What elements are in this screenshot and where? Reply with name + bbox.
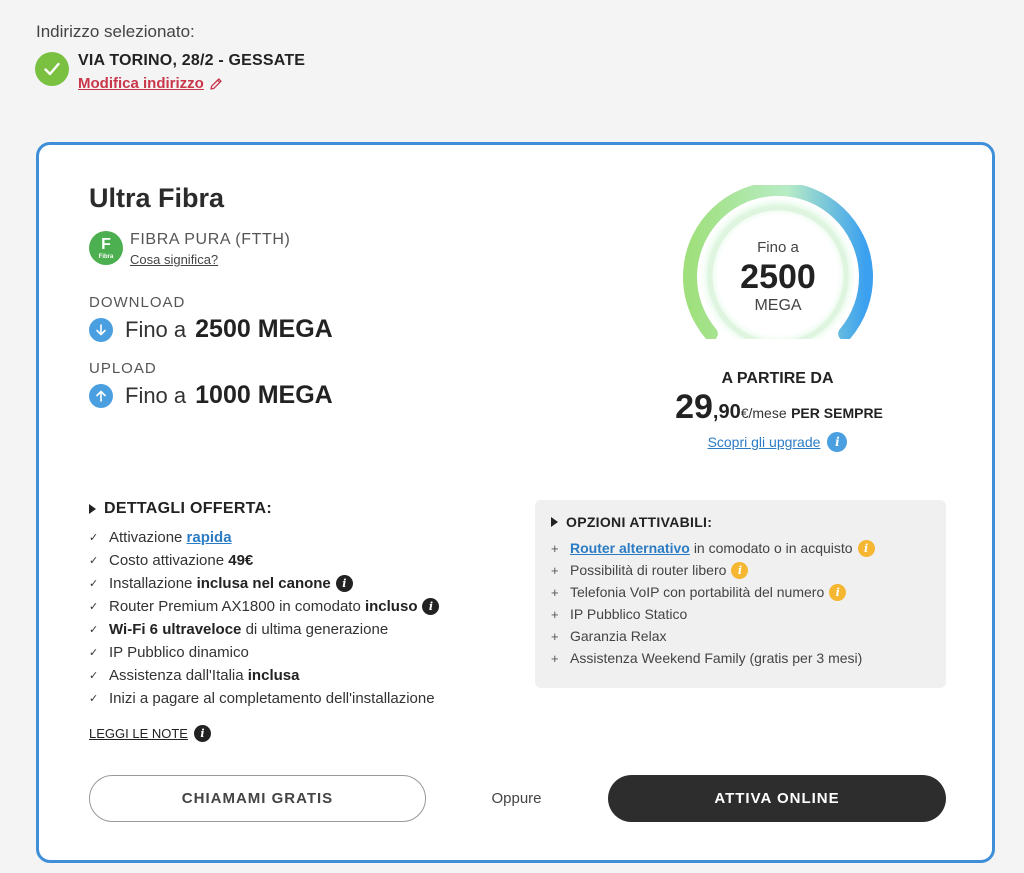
check-icon: ✓ xyxy=(89,670,99,682)
technology-name: FIBRA PURA (FTTH) xyxy=(130,231,291,248)
technology-info-link[interactable]: Cosa significa? xyxy=(130,252,219,267)
upgrade-row xyxy=(639,432,916,452)
arrow-up-icon xyxy=(89,384,113,408)
list-item: + Assistenza Weekend Family (gratis per 3 mesi) xyxy=(551,650,863,666)
download-value: 2500 MEGA xyxy=(195,315,333,343)
arrow-down-icon xyxy=(89,318,113,342)
list-item: + Router alternativo in comodato o in acquisto i xyxy=(551,537,930,559)
fibra-badge-letter: F xyxy=(101,235,111,253)
or-label: Oppure xyxy=(491,790,542,807)
list-item: ✓ Inizi a pagare al completamento dell'installazione xyxy=(89,690,435,707)
edit-address-link[interactable] xyxy=(78,75,223,92)
price-unit: €/mese xyxy=(740,405,787,421)
price-integer: 29 xyxy=(675,388,713,426)
list-item: ✓ Attivazione rapida xyxy=(89,529,232,546)
upload-speed xyxy=(89,381,333,410)
upload-label: UPLOAD xyxy=(89,360,157,377)
list-item: + IP Pubblico Statico xyxy=(551,606,688,622)
list-item: + Possibilità di router libero i xyxy=(551,559,930,581)
gauge-value: 2500 xyxy=(740,258,816,296)
list-item: ✓ Assistenza dall'Italia inclusa xyxy=(89,667,300,684)
list-item: ✓ Installazione inclusa nel canone i xyxy=(89,572,509,595)
gauge-readout xyxy=(682,239,874,315)
gauge-prefix: Fino a xyxy=(757,239,799,256)
price xyxy=(639,388,919,427)
check-icon: ✓ xyxy=(89,693,99,705)
list-item: + Garanzia Relax xyxy=(551,628,667,644)
rapid-activation-link[interactable]: rapida xyxy=(186,529,232,546)
details-heading-label: DETTAGLI OFFERTA: xyxy=(104,500,273,517)
list-item: ✓ Router Premium AX1800 in comodato incluso i xyxy=(89,595,509,618)
alternative-router-link[interactable]: Router alternativo xyxy=(570,540,690,556)
options-list xyxy=(551,537,930,669)
gauge-unit: MEGA xyxy=(754,297,802,314)
check-icon xyxy=(35,52,69,86)
list-item: ✓ IP Pubblico dinamico xyxy=(89,644,249,661)
upload-value: 1000 MEGA xyxy=(195,381,333,409)
upgrade-link[interactable]: Scopri gli upgrade xyxy=(707,434,821,450)
info-icon[interactable]: i xyxy=(858,540,875,557)
options-heading xyxy=(551,514,930,530)
info-icon[interactable]: i xyxy=(336,575,353,592)
offer-details xyxy=(89,500,509,710)
activate-online-button[interactable]: ATTIVA ONLINE xyxy=(608,775,946,822)
plus-icon: + xyxy=(551,540,559,556)
address-label: Indirizzo selezionato: xyxy=(36,22,195,41)
upload-prefix: Fino a xyxy=(125,382,187,408)
offer-title: Ultra Fibra xyxy=(89,183,225,213)
info-icon[interactable]: i xyxy=(829,584,846,601)
options-heading-label: OPZIONI ATTIVABILI: xyxy=(566,514,713,530)
list-item: + Telefonia VoIP con portabilità del numero i xyxy=(551,581,930,603)
triangle-right-icon xyxy=(89,504,96,514)
check-icon: ✓ xyxy=(89,624,99,636)
triangle-right-icon xyxy=(551,517,558,527)
check-icon: ✓ xyxy=(89,555,99,567)
notes-row xyxy=(89,725,211,742)
check-icon: ✓ xyxy=(89,532,99,544)
details-list xyxy=(89,526,509,710)
plus-icon: + xyxy=(551,584,559,600)
fibra-badge-icon xyxy=(89,231,123,265)
download-speed xyxy=(89,315,333,344)
price-from-label: A PARTIRE DA xyxy=(721,370,834,387)
offer-card xyxy=(36,142,995,863)
pencil-icon xyxy=(209,77,223,91)
price-decimal: ,90 xyxy=(712,401,741,423)
price-tag: PER SEMPRE xyxy=(791,405,883,421)
download-label: DOWNLOAD xyxy=(89,294,186,311)
selected-address: VIA TORINO, 28/2 - GESSATE xyxy=(78,52,306,69)
download-prefix: Fino a xyxy=(125,316,187,342)
plus-icon: + xyxy=(551,650,559,666)
options-panel xyxy=(535,500,946,688)
list-item: ✓ Costo attivazione 49€ xyxy=(89,552,254,569)
plus-icon: + xyxy=(551,562,559,578)
fibra-badge-subtitle: Fibra xyxy=(98,253,114,260)
check-icon: ✓ xyxy=(89,578,99,590)
read-notes-link[interactable]: LEGGI LE NOTE xyxy=(89,726,188,741)
plus-icon: + xyxy=(551,628,559,644)
details-heading xyxy=(89,500,509,518)
info-icon[interactable]: i xyxy=(827,432,847,452)
edit-address-label: Modifica indirizzo xyxy=(78,75,204,92)
info-icon[interactable]: i xyxy=(731,562,748,579)
info-icon[interactable]: i xyxy=(422,598,439,615)
plus-icon: + xyxy=(551,606,559,622)
info-icon[interactable]: i xyxy=(194,725,211,742)
list-item: ✓ Wi-Fi 6 ultraveloce di ultima generazione xyxy=(89,621,389,638)
check-icon: ✓ xyxy=(89,601,99,613)
call-me-free-button[interactable]: CHIAMAMI GRATIS xyxy=(89,775,426,822)
check-icon: ✓ xyxy=(89,647,99,659)
